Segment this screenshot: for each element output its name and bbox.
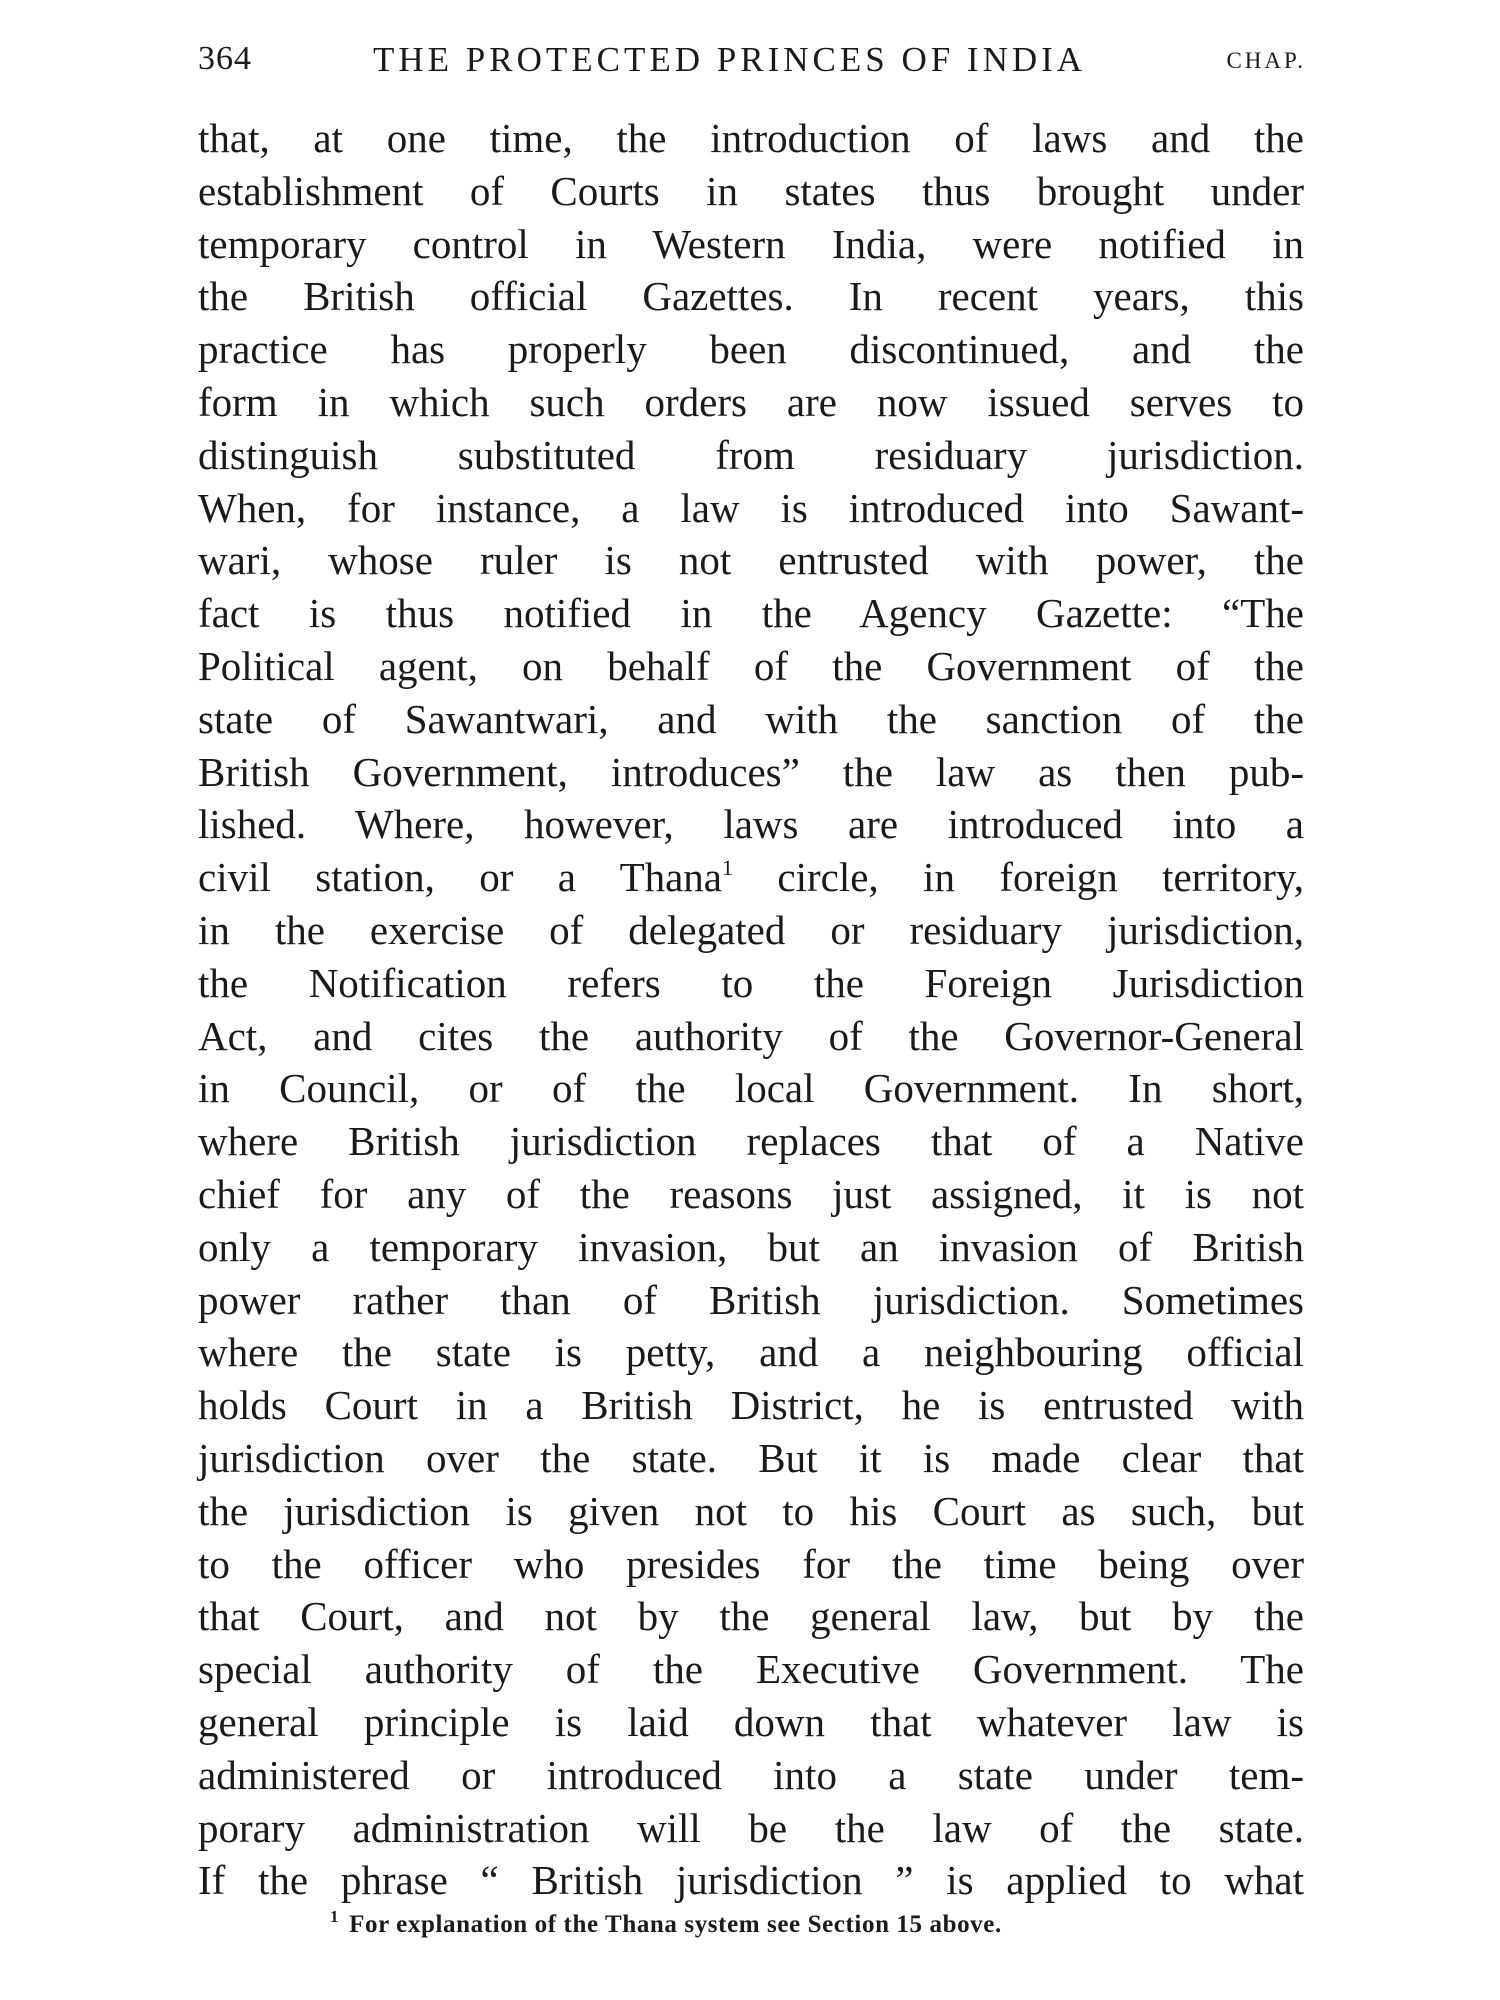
text-segment: civil station, or a Thana bbox=[198, 854, 723, 901]
text-line: the Notification refers to the Foreign Jurisdiction bbox=[198, 959, 1304, 1006]
text-line: lished. Where, however, laws are introduced into a bbox=[198, 801, 1304, 848]
text-line: Political agent, on behalf of the Government of the bbox=[198, 642, 1304, 689]
text-line: holds Court in a British District, he is entrusted with bbox=[198, 1382, 1304, 1429]
text-line: where the state is petty, and a neighbouring official bbox=[198, 1329, 1304, 1376]
text-line: special authority of the Executive Government. The bbox=[198, 1646, 1304, 1693]
text-line: in the exercise of delegated or residuary jurisdiction, bbox=[198, 906, 1304, 953]
text-line: the jurisdiction is given not to his Court as such, but bbox=[198, 1487, 1304, 1534]
text-line: administered or introduced into a state under tem- bbox=[198, 1751, 1304, 1798]
text-line: fact is thus notified in the Agency Gazette: “The bbox=[198, 590, 1304, 637]
text-segment: circle, in foreign territory, bbox=[777, 854, 1305, 901]
text-line: that Court, and not by the general law, but by the bbox=[198, 1593, 1304, 1640]
text-line: Act, and cites the authority of the Governor-General bbox=[198, 1012, 1304, 1059]
text-line: British Government, introduces” the law as then pub- bbox=[198, 748, 1304, 795]
text-line: power rather than of British jurisdiction. Sometimes bbox=[198, 1276, 1304, 1323]
running-head bbox=[198, 40, 1306, 90]
text-line: wari, whose ruler is not entrusted with power, the bbox=[198, 537, 1304, 584]
text-line: distinguish substituted from residuary jurisdiction. bbox=[198, 431, 1304, 478]
text-line: jurisdiction over the state. But it is made clear that bbox=[198, 1434, 1304, 1481]
book-title: THE PROTECTED PRINCES OF INDIA bbox=[373, 40, 1087, 79]
text-line: that, at one time, the introduction of laws and the bbox=[198, 115, 1304, 161]
text-line: general principle is laid down that whatever law is bbox=[198, 1698, 1304, 1745]
page-number: 364 bbox=[198, 40, 252, 77]
text-line: temporary control in Western India, were notified in bbox=[198, 220, 1304, 267]
footnote-marker: 1 bbox=[330, 1907, 340, 1926]
text-line: only a temporary invasion, but an invasion of British bbox=[198, 1223, 1304, 1270]
text-line-with-footnote-ref bbox=[198, 851, 1304, 904]
text-line: the British official Gazettes. In recent years, this bbox=[198, 273, 1304, 320]
text-line: form in which such orders are now issued serves to bbox=[198, 378, 1304, 425]
footnote-text: For explanation of the Thana system see Section 15 above. bbox=[349, 1911, 1002, 1938]
body-text bbox=[198, 112, 1304, 1907]
text-line: If the phrase “ British jurisdiction ” is applied to what bbox=[198, 1857, 1304, 1904]
text-line: state of Sawantwari, and with the sanction of the bbox=[198, 695, 1304, 742]
text-line: establishment of Courts in states thus brought under bbox=[198, 167, 1304, 214]
chapter-label: CHAP. bbox=[1226, 48, 1306, 73]
footnote-reference: 1 bbox=[722, 855, 734, 881]
footnote bbox=[330, 1907, 1002, 1939]
text-line: in Council, or of the local Government. In short, bbox=[198, 1065, 1304, 1112]
text-line: practice has properly been discontinued, and the bbox=[198, 326, 1304, 373]
text-line: where British jurisdiction replaces that of a Native bbox=[198, 1118, 1304, 1165]
text-line: to the officer who presides for the time being over bbox=[198, 1540, 1304, 1587]
text-line: chief for any of the reasons just assigned, it is not bbox=[198, 1170, 1304, 1217]
text-line: When, for instance, a law is introduced into Sawant- bbox=[198, 484, 1304, 531]
text-line: porary administration will be the law of the state. bbox=[198, 1804, 1304, 1851]
